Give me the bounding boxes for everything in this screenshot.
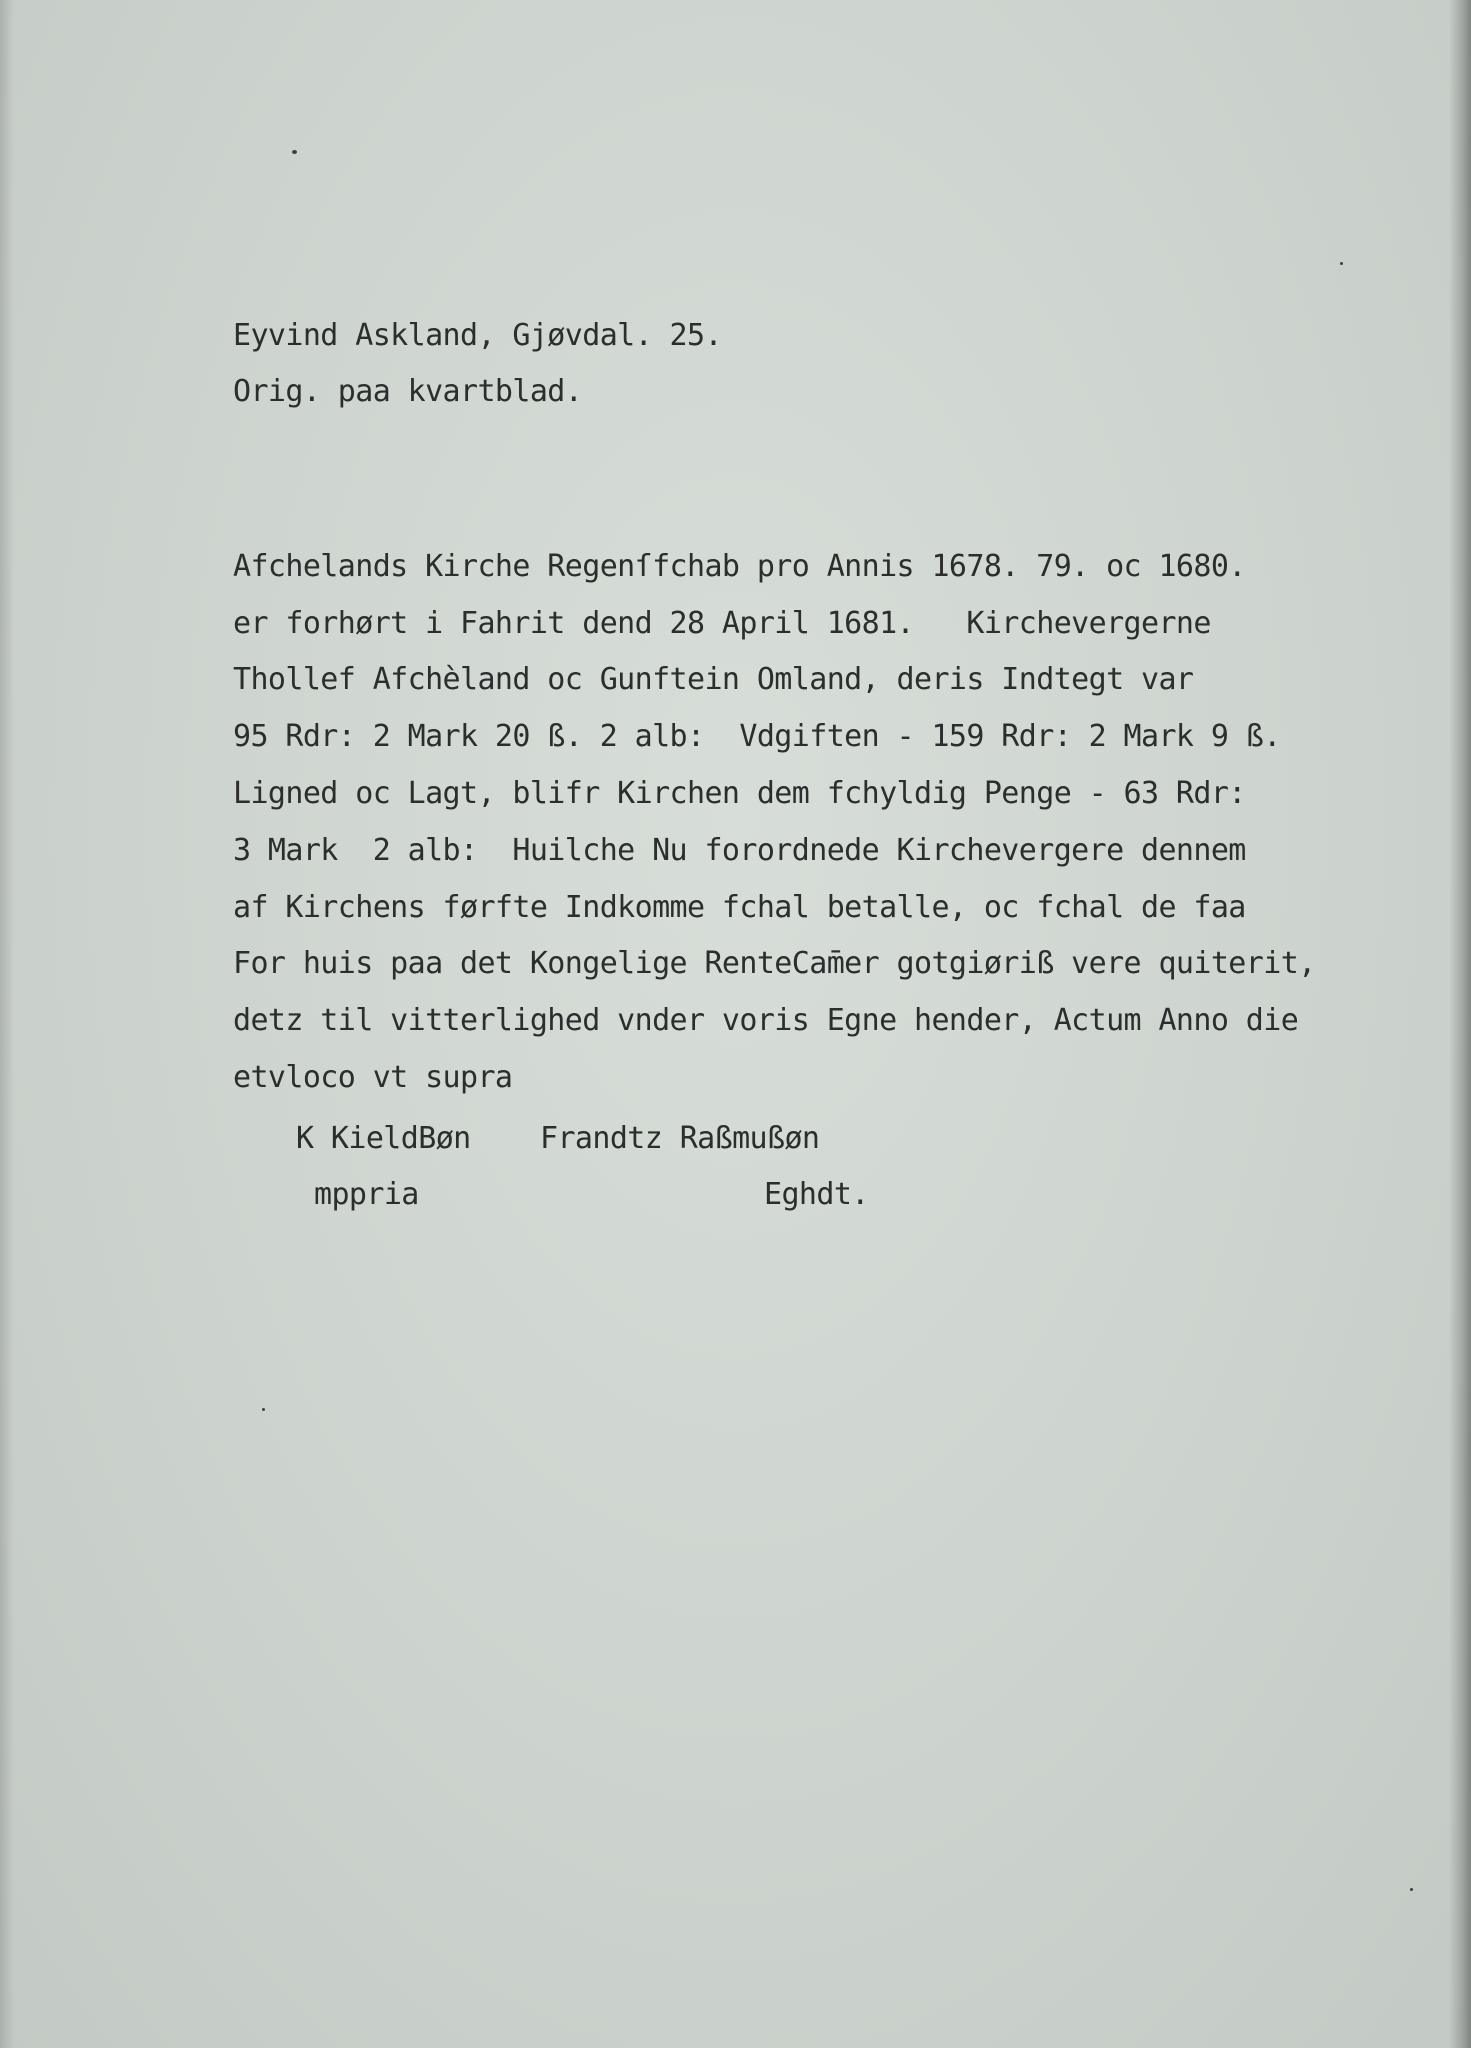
body-line: Thollef Afchèland oc Gunftein Omland, deris Indtegt var [233, 662, 1194, 697]
signature-right-title: Eghdt. [764, 1177, 869, 1212]
body-line: af Kirchens førfte Indkomme fchal betalle, oc fchal de faa [233, 890, 1246, 925]
signature-right-name: Frandtz Raßmußøn [540, 1121, 820, 1156]
paper-speck [262, 1408, 265, 1411]
body-line: 3 Mark 2 alb: Huilche Nu forordnede Kirchevergere dennem [233, 833, 1246, 868]
header-source-line: Orig. paa kvartblad. [233, 374, 583, 409]
body-line: er forhørt i Fahrit dend 28 April 1681. Kirchevergerne [233, 606, 1211, 641]
header-reference-line: Eyvind Askland, Gjøvdal. 25. [233, 318, 722, 353]
body-line: 95 Rdr: 2 Mark 20 ß. 2 alb: Vdgiften - 159 Rdr: 2 Mark 9 ß. [233, 719, 1281, 754]
body-line: detz til vitterlighed vnder voris Egne hender, Actum Anno die [233, 1003, 1299, 1038]
page-left-edge-shadow [0, 0, 14, 2048]
signature-left-title: mppria [314, 1177, 419, 1212]
page-right-edge-shadow [1449, 0, 1471, 2048]
body-line: For huis paa det Kongelige RenteCam̄er gotgiøriß vere quiterit, [233, 946, 1316, 981]
paper-speck [292, 150, 297, 154]
signature-left-name: K KieldBøn [296, 1121, 471, 1156]
body-line: Afchelands Kirche Regenſfchab pro Annis 1678. 79. oc 1680. [233, 549, 1246, 584]
paper-speck [1340, 262, 1343, 265]
body-line: Ligned oc Lagt, blifr Kirchen dem fchyldig Penge - 63 Rdr: [233, 776, 1246, 811]
body-line: etvloco vt supra [233, 1060, 513, 1095]
paper-speck [1410, 1888, 1413, 1891]
